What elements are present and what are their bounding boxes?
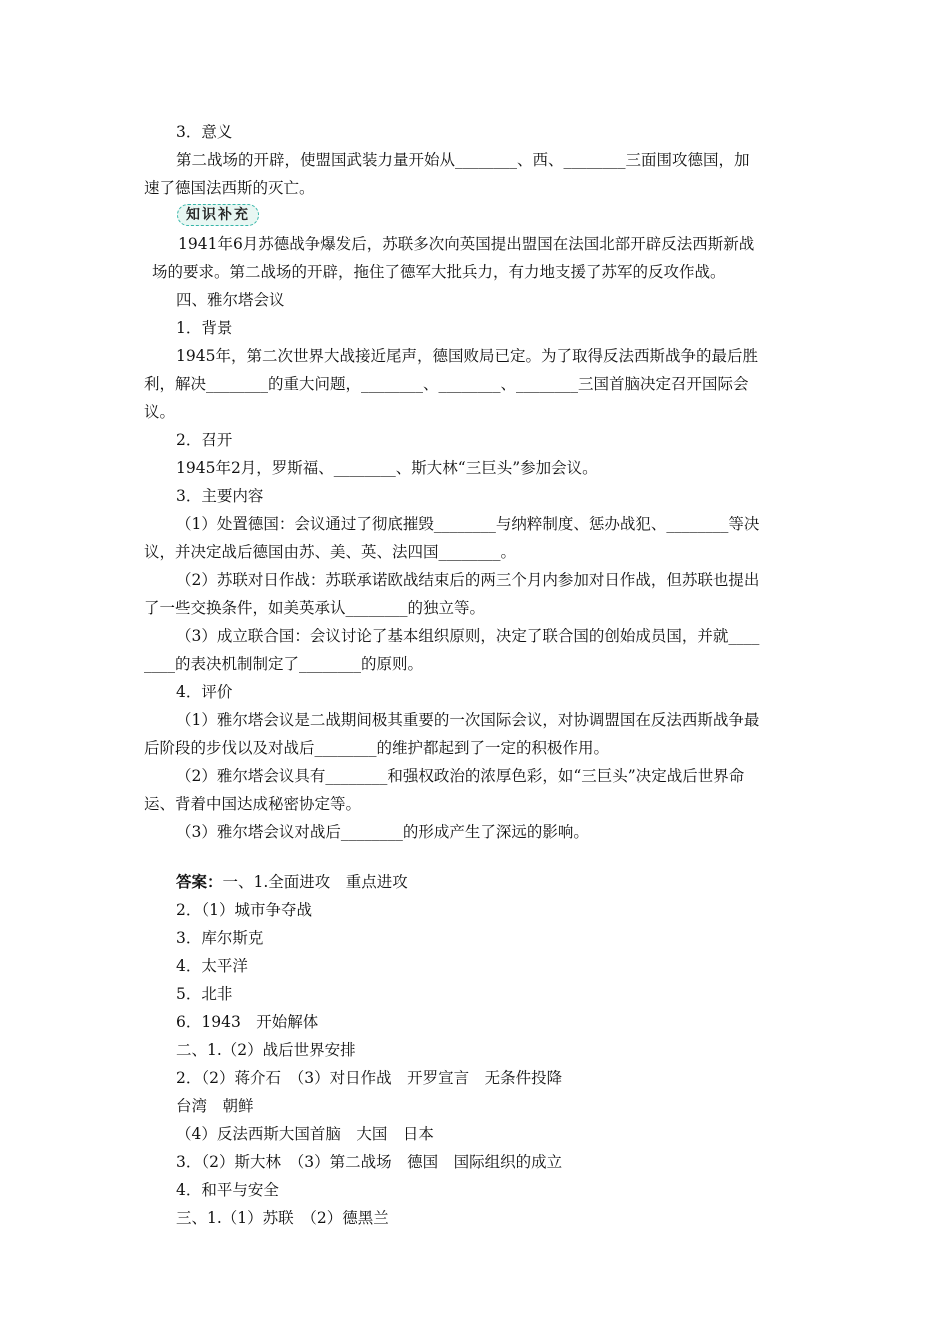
paragraph-line: （3）雅尔塔会议对战后________的形成产生了深远的影响。 — [176, 823, 589, 841]
subheading-convene: 2．召开 — [176, 431, 233, 449]
answer-line: 5．北非 — [176, 985, 233, 1003]
knowledge-supplement-badge: 知识补充 — [177, 204, 259, 226]
subheading-background: 1．背景 — [176, 319, 233, 337]
knowledge-supplement-badge-row — [144, 204, 808, 230]
paragraph-line: （3）成立联合国：会议讨论了基本组织原则，决定了联合国的创始成员国，并就____ — [176, 627, 760, 645]
paragraph-line: （1）处置德国：会议通过了彻底摧毁________与纳粹制度、惩办战犯、________等决 — [176, 515, 760, 533]
section-heading-significance: 3．意义 — [176, 123, 233, 141]
answers-label: 答案： — [176, 872, 223, 891]
paragraph-line: 1945年，第二次世界大战接近尾声，德国败局已定。为了取得反法西斯战争的最后胜 — [176, 347, 758, 365]
answers-section — [144, 868, 808, 1232]
section-title-yalta: 四、雅尔塔会议 — [176, 291, 285, 309]
answer-line: （4）反法西斯大国首脑 大国 日本 — [176, 1125, 434, 1143]
answer-line: 4．和平与安全 — [176, 1181, 279, 1199]
paragraph-line: 运、背着中国达成秘密协定等。 — [144, 795, 362, 813]
paragraph-line: 速了德国法西斯的灭亡。 — [144, 179, 315, 197]
paragraph-line: ____的表决机制制定了________的原则。 — [144, 655, 424, 673]
answer-line: 4．太平洋 — [176, 957, 248, 975]
answers-first-line — [144, 868, 808, 896]
supplement-line: 1941年6月苏德战争爆发后，苏联多次向英国提出盟国在法国北部开辟反法西斯新战 — [178, 235, 755, 253]
answer-line: 3．（2）斯大林 （3）第二战场 德国 国际组织的成立 — [176, 1153, 563, 1171]
paragraph-line: （2）苏联对日作战：苏联承诺欧战结束后的两三个月内参加对日作战，但苏联也提出 — [176, 571, 760, 589]
answer-line: 2．（1）城市争夺战 — [176, 901, 312, 919]
answer-line: 6．1943 开始解体 — [176, 1013, 319, 1031]
paragraph-line: 了一些交换条件，如美英承认________的独立等。 — [144, 599, 486, 617]
paragraph-line: 议。 — [144, 403, 176, 421]
paragraph-line: （2）雅尔塔会议具有________和强权政治的浓厚色彩，如“三巨头”决定战后世界命 — [176, 767, 745, 785]
paragraph-line: 1945年2月，罗斯福、________、斯大林“三巨头”参加会议。 — [176, 459, 598, 477]
supplement-line: 场的要求。第二战场的开辟，拖住了德军大批兵力，有力地支援了苏军的反攻作战。 — [152, 263, 726, 281]
paragraph-line: （1）雅尔塔会议是二战期间极其重要的一次国际会议，对协调盟国在反法西斯战争最 — [176, 711, 760, 729]
subheading-evaluation: 4．评价 — [176, 683, 233, 701]
paragraph-line: 第二战场的开辟，使盟国武装力量开始从________、西、________三面围攻德国，加 — [176, 151, 750, 169]
document-page — [144, 118, 808, 1232]
answer-line: 3．库尔斯克 — [176, 929, 264, 947]
answer-line: 2．（2）蒋介石 （3）对日作战 开罗宣言 无条件投降 — [176, 1069, 563, 1087]
answer-text: 一、1.全面进攻 重点进攻 — [222, 873, 408, 891]
paragraph-line: 后阶段的步伐以及对战后________的维护都起到了一定的积极作用。 — [144, 739, 610, 757]
answer-line: 台湾 朝鲜 — [176, 1097, 254, 1115]
paragraph-line: 利，解决________的重大问题，________、________、________三国首脑决定召开国际会 — [144, 375, 749, 393]
subheading-main-content: 3．主要内容 — [176, 487, 264, 505]
answer-line: 二、1.（2）战后世界安排 — [176, 1041, 356, 1059]
paragraph-line: 议，并决定战后德国由苏、美、英、法四国________。 — [144, 543, 517, 561]
answer-line: 三、1.（1）苏联 （2）德黑兰 — [176, 1209, 389, 1227]
